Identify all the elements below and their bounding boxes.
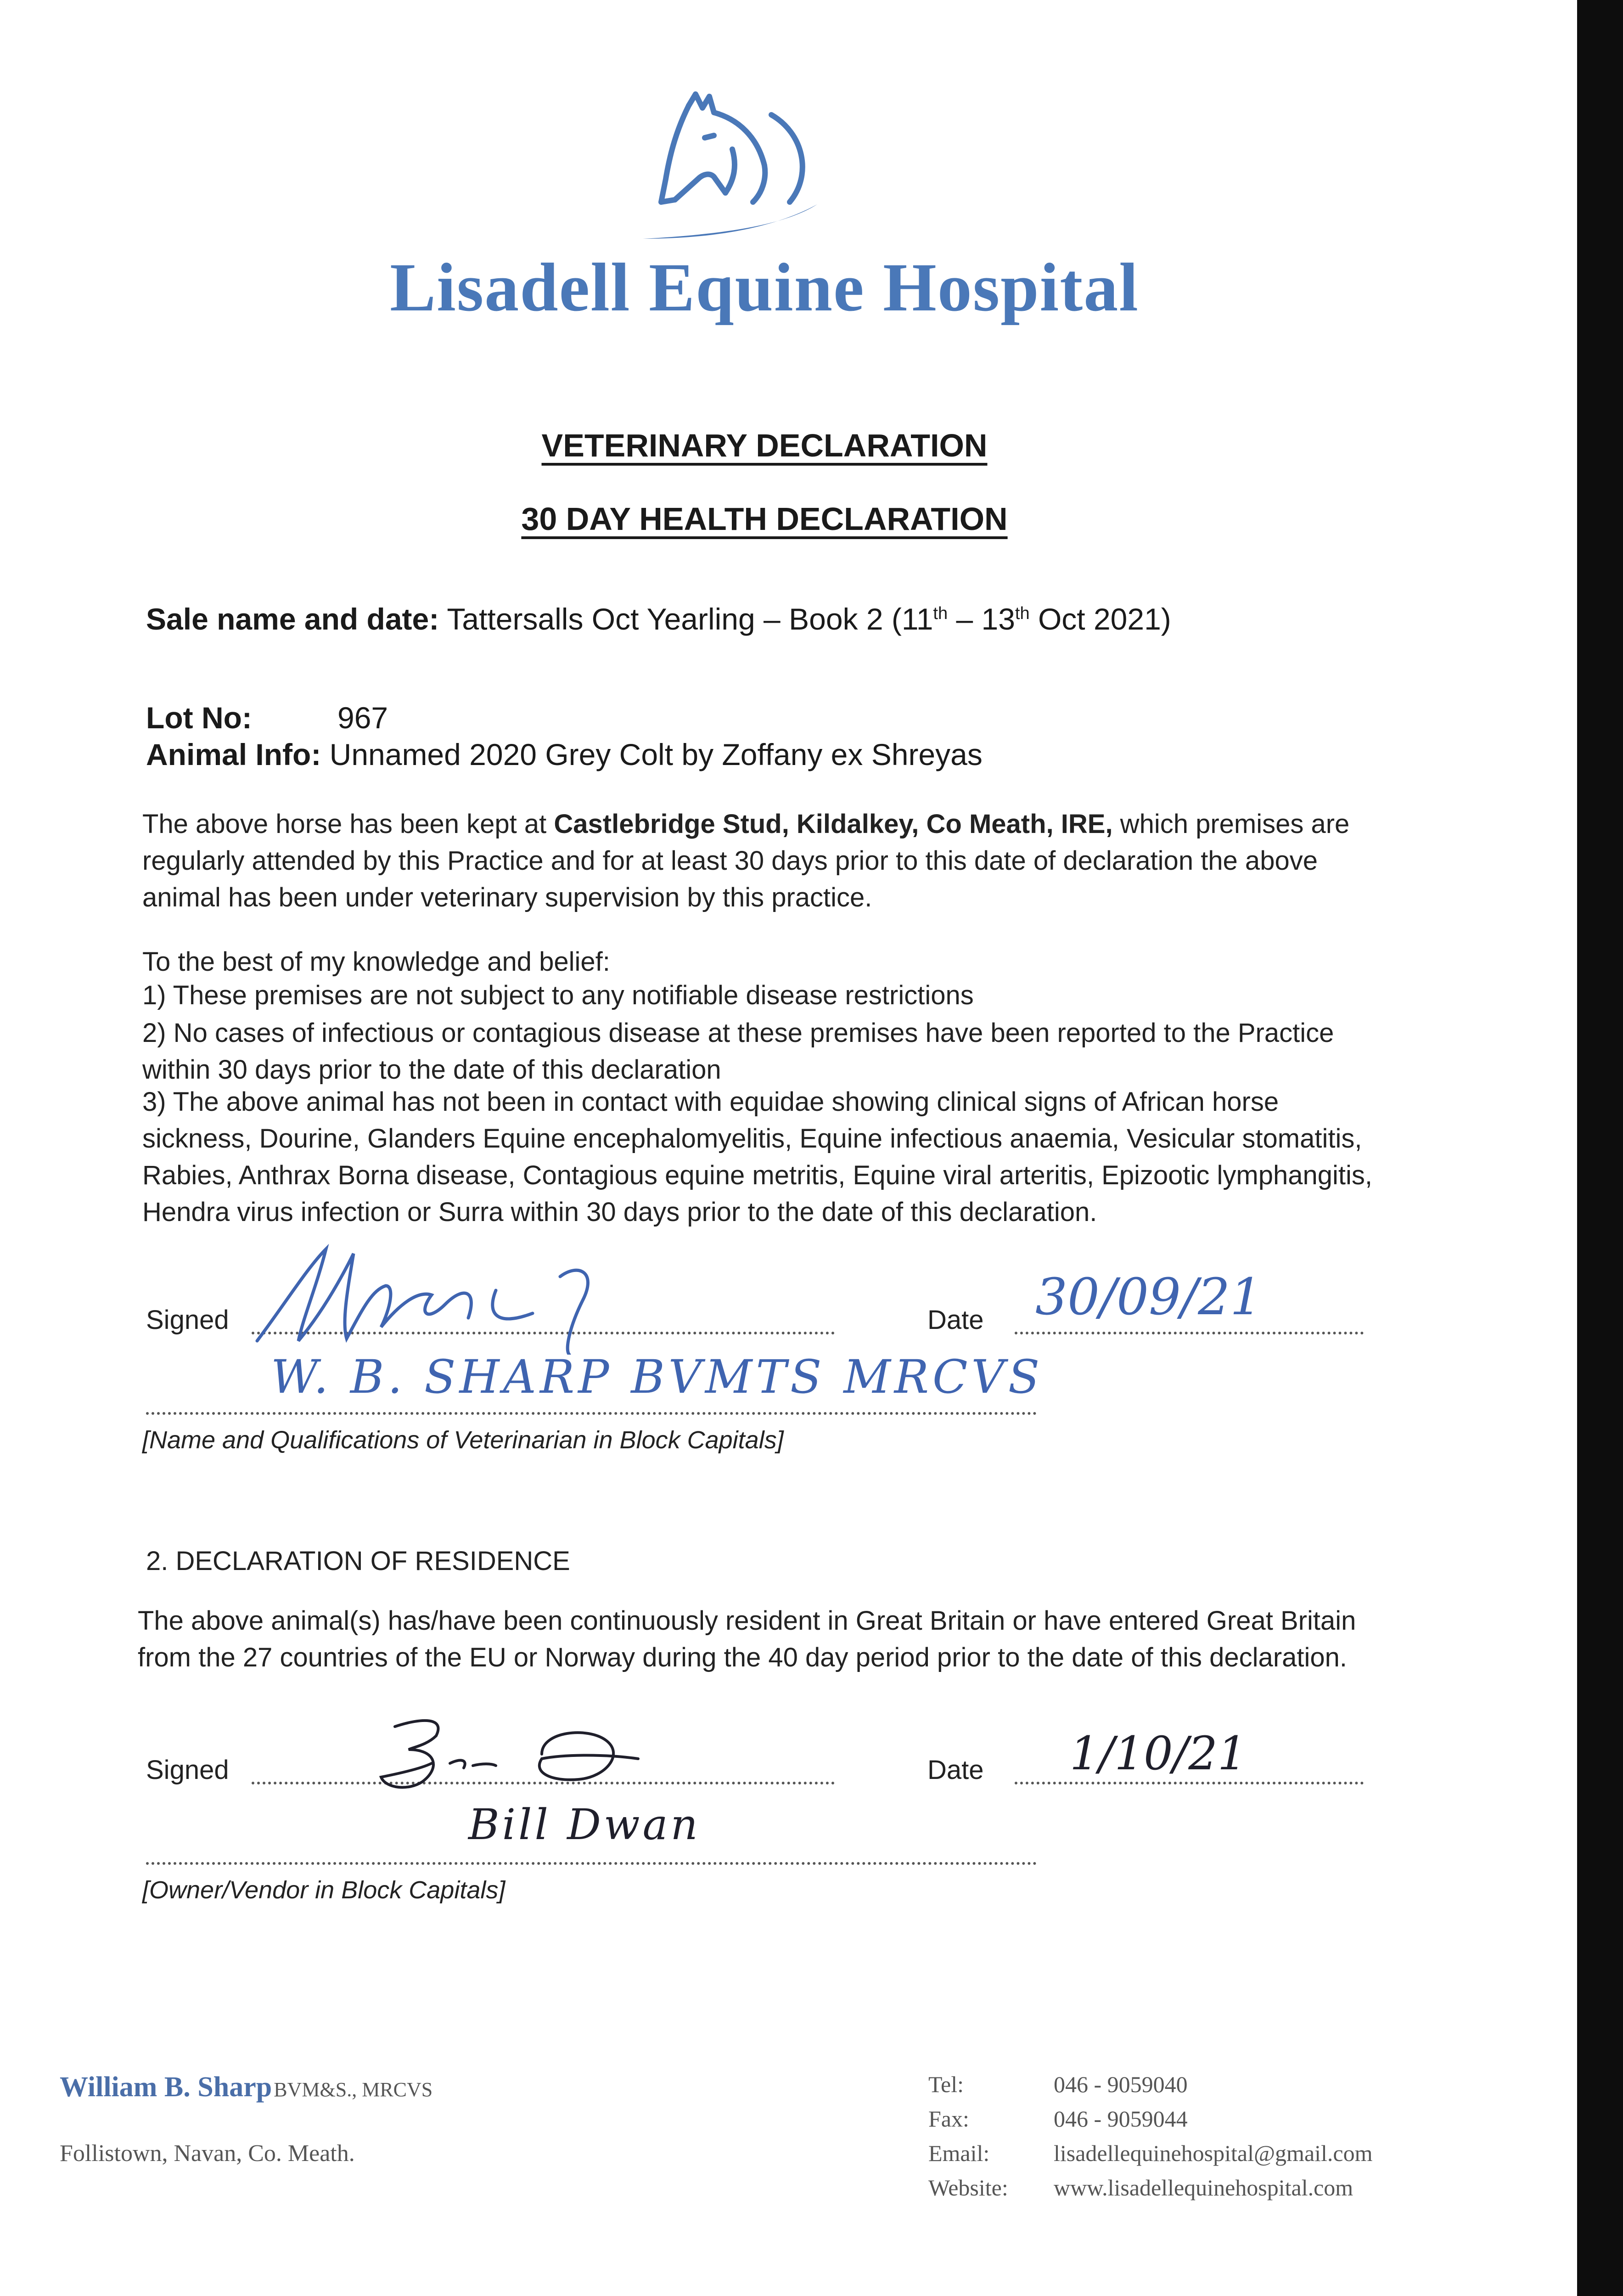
- animal-label: Animal Info:: [146, 737, 321, 771]
- vet-signed-label: Signed: [146, 1305, 229, 1335]
- residence-text: The above animal(s) has/have been continuously resident in Great Britain or have entered Great Britain from the 27 countries of the EU or Norway during the 40 day period prior to the date of this declaration.: [138, 1606, 1356, 1672]
- belief-intro: To the best of my knowledge and belief:: [142, 947, 610, 977]
- main-title: VETERINARY DECLARATION: [541, 428, 988, 463]
- sale-label: Sale name and date:: [146, 602, 439, 636]
- footer-website-label: Website:: [928, 2175, 1008, 2200]
- vet-name-value: W. B. SHARP BVMTS MRCVS: [271, 1350, 1044, 1404]
- animal-line: [146, 737, 983, 772]
- vet-name-caption: [Name and Qualifications of Veterinarian in Block Capitals]: [142, 1426, 784, 1454]
- owner-name-line[interactable]: [146, 1853, 1037, 1865]
- footer-tel-label: Tel:: [928, 2071, 964, 2097]
- owner-name-value: Bill Dwan: [468, 1800, 701, 1849]
- vet-name-line[interactable]: [146, 1403, 1037, 1415]
- horse-head-logo-icon: [634, 87, 854, 243]
- premises-paragraph: The above horse has been kept at Castlebridge Stud, Kildalkey, Co Meath, IRE, which premises are regularly attended by this Practice and for at least 30 days prior to this date of declaration the above animal has been under veterinary supervision by this practice.: [142, 809, 1350, 912]
- belief-item-3: 3) The above animal has not been in contact with equidae showing clinical signs of African horse sickness, Dourine, Glanders Equine encephalomyelitis, Equine infectious anaemia, Vesicular stomatitis, Rabies, Anthrax Borna disease, Contagious equine metritis, Equine viral arteritis, Epizootic lymphangitis, Hendra virus infection or Surra within 30 days prior to the date of this declaration.: [142, 1087, 1373, 1227]
- footer-email-value[interactable]: lisadellequinehospital@gmail.com: [1054, 2140, 1373, 2166]
- footer-vet: [60, 2071, 432, 2104]
- footer-address: Follistown, Navan, Co. Meath.: [60, 2140, 355, 2167]
- vet-signature-mark: [248, 1235, 661, 1355]
- footer-vet-name: William B. Sharp: [60, 2071, 272, 2103]
- footer-fax-value: 046 - 9059044: [1054, 2106, 1188, 2132]
- lot-line: [146, 700, 252, 735]
- owner-signed-label: Signed: [146, 1755, 229, 1785]
- footer-email-label: Email:: [928, 2140, 990, 2166]
- lot-label: Lot No:: [146, 701, 252, 735]
- footer-website-value[interactable]: www.lisadellequinehospital.com: [1054, 2175, 1353, 2200]
- residence-heading: 2. DECLARATION OF RESIDENCE: [146, 1546, 570, 1576]
- sub-title: 30 DAY HEALTH DECLARATION: [521, 501, 1008, 537]
- vet-date-value: 30/09/21: [1035, 1267, 1263, 1326]
- scan-edge: [1577, 0, 1623, 2296]
- hospital-name: Lisadell Equine Hospital: [390, 249, 1139, 326]
- sale-value: Tattersalls Oct Yearling – Book 2 (11th – 13th Oct 2021): [447, 602, 1171, 636]
- owner-date-label: Date: [927, 1755, 984, 1785]
- owner-signature-mark: [367, 1708, 661, 1795]
- owner-name-caption: [Owner/Vendor in Block Capitals]: [142, 1876, 505, 1904]
- animal-value: Unnamed 2020 Grey Colt by Zoffany ex Shreyas: [329, 737, 983, 771]
- footer-vet-qualifications: BVM&S., MRCVS: [274, 2078, 433, 2101]
- vet-date-label: Date: [927, 1305, 984, 1335]
- owner-date-value: 1/10/21: [1070, 1727, 1247, 1780]
- belief-item-2: 2) No cases of infectious or contagious disease at these premises have been reported to the Practice within 30 days prior to the date of this declaration: [142, 1018, 1334, 1085]
- belief-item-1: 1) These premises are not subject to any notifiable disease restrictions: [142, 980, 974, 1010]
- footer-tel-value: 046 - 9059040: [1054, 2071, 1188, 2097]
- lot-value: 967: [337, 701, 388, 735]
- sale-line: [146, 602, 1171, 636]
- footer-fax-label: Fax:: [928, 2106, 969, 2132]
